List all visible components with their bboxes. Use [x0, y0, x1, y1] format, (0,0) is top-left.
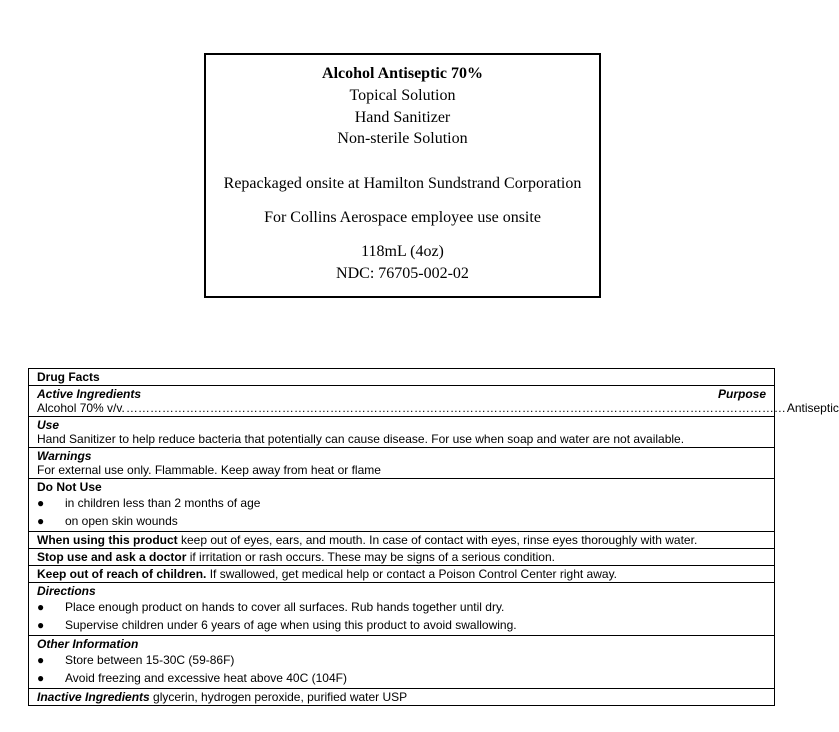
- do-not-use-item: in children less than 2 months of age: [65, 496, 261, 510]
- inactive-ingredients-section: [29, 689, 774, 706]
- bullet-icon: ●: [37, 514, 45, 528]
- bullet-icon: ●: [37, 653, 45, 667]
- label-repackaged: Repackaged onsite at Hamilton Sundstrand Corporation: [223, 175, 582, 192]
- keep-out-lead: Keep out of reach of children.: [37, 567, 207, 581]
- bullet-icon: ●: [37, 671, 45, 685]
- list-item: [37, 494, 766, 512]
- use-text: Hand Sanitizer to help reduce bacteria that potentially can cause disease. For use when soap and water are not available.: [37, 432, 685, 446]
- when-using-text: keep out of eyes, ears, and mouth. In case of contact with eyes, rinse eyes thoroughly with water.: [177, 533, 698, 547]
- leader-dots: …………………………………………………………………………………………………………………………………………………: [125, 401, 786, 415]
- do-not-use-section: [29, 479, 774, 532]
- list-item: [37, 669, 766, 687]
- directions-section: [29, 583, 774, 636]
- label-line-non-sterile: Non-sterile Solution: [337, 130, 468, 147]
- list-item: [37, 616, 766, 634]
- drug-facts-header: Drug Facts: [37, 370, 100, 384]
- directions-heading: Directions: [37, 584, 96, 598]
- when-using-lead: When using this product: [37, 533, 178, 547]
- stop-use-lead: Stop use and ask a doctor: [37, 550, 187, 564]
- other-information-section: [29, 636, 774, 689]
- label-ndc: NDC: 76705-002-02: [336, 265, 469, 282]
- when-using-section: [29, 532, 774, 549]
- label-line-hand-sanitizer: Hand Sanitizer: [354, 109, 451, 126]
- keep-out-section: [29, 566, 774, 583]
- list-item: [37, 651, 766, 669]
- directions-item: Place enough product on hands to cover all surfaces. Rub hands together until dry.: [65, 600, 505, 614]
- list-item: [37, 512, 766, 530]
- warnings-text: For external use only. Flammable. Keep away from heat or flame: [37, 463, 381, 477]
- use-section: [29, 417, 774, 448]
- warnings-section: [29, 448, 774, 479]
- active-ingredients-section: [29, 386, 839, 417]
- bullet-icon: ●: [37, 600, 45, 614]
- inactive-ingredients-lead: Inactive Ingredients: [37, 690, 150, 704]
- label-title: Alcohol Antiseptic 70%: [322, 65, 483, 82]
- stop-use-section: [29, 549, 774, 566]
- drug-facts-table: [28, 368, 839, 706]
- inactive-ingredients-text: glycerin, hydrogen peroxide, purified water USP: [149, 690, 408, 704]
- list-item: [37, 598, 766, 616]
- warnings-heading: Warnings: [37, 449, 92, 463]
- active-ingredients-heading: Active Ingredients: [37, 387, 142, 401]
- bullet-icon: ●: [37, 618, 45, 632]
- label-use-note: For Collins Aerospace employee use onsite: [264, 209, 541, 226]
- other-information-heading: Other Information: [37, 637, 139, 651]
- purpose-heading: Purpose: [717, 387, 766, 401]
- stop-use-text: if irritation or rash occurs. These may be signs of a serious condition.: [186, 550, 555, 564]
- drug-facts-header-section: [29, 369, 774, 386]
- active-ingredient: Alcohol 70% v/v.: [37, 401, 125, 415]
- label-line-topical: Topical Solution: [349, 87, 456, 104]
- do-not-use-heading: Do Not Use: [37, 480, 102, 494]
- use-heading: Use: [37, 418, 60, 432]
- bullet-icon: ●: [37, 496, 45, 510]
- other-information-item: Store between 15-30C (59-86F): [65, 653, 235, 667]
- label-volume: 118mL (4oz): [361, 243, 444, 260]
- do-not-use-item: on open skin wounds: [65, 514, 178, 528]
- keep-out-text: If swallowed, get medical help or contact a Poison Control Center right away.: [206, 567, 618, 581]
- other-information-item: Avoid freezing and excessive heat above 40C (104F): [65, 671, 347, 685]
- product-label: [204, 53, 601, 298]
- directions-item: Supervise children under 6 years of age when using this product to avoid swallowing.: [65, 618, 517, 632]
- purpose-value: Antiseptic: [786, 401, 839, 415]
